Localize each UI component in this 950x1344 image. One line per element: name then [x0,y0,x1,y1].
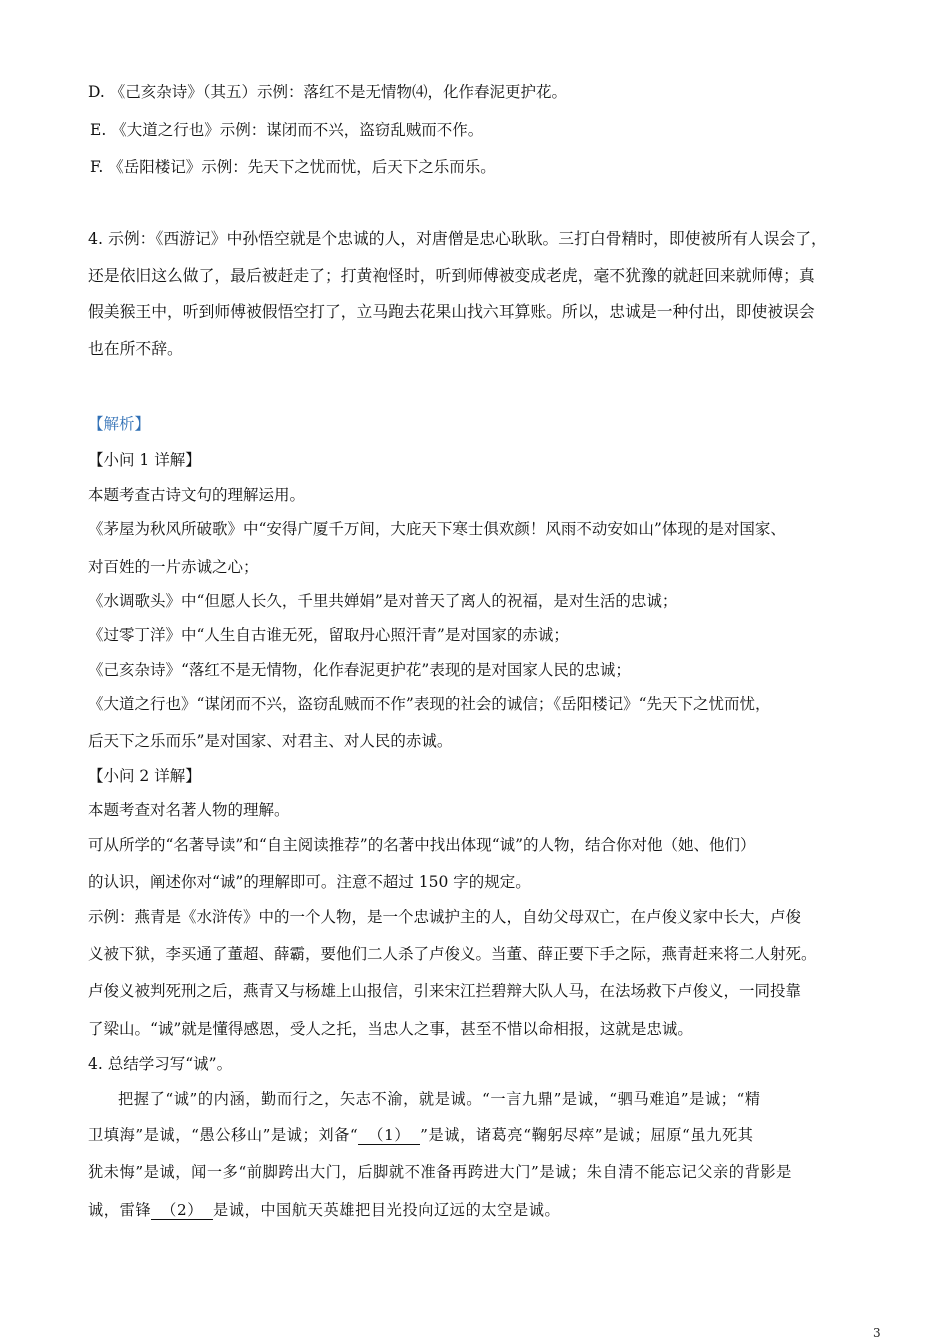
option-f [90,157,496,177]
option-text: 《岳阳楼记》示例：先天下之忧而忧，后天下之乐而乐。 [108,158,496,176]
passage-line [88,1200,560,1220]
blank-1: （1） [358,1126,420,1145]
option-letter: E. [90,121,107,139]
q1-line: 《茅屋为秋风所破歌》中“安得广厦千万间，大庇天下寒士俱欢颜！风雨不动安如山”体现的是对国家、 [88,520,786,538]
q2-line: 卢俊义被判死刑之后，燕青又与杨雄上山报信，引来宋江拦碧辩大队人马，在法场救下卢俊义，一同投靠 [88,982,802,1000]
q1-line: 《水调歌头》中“但愿人长久，千里共婵娟”是对普天了离人的祝福，是对生活的忠诚； [88,592,678,610]
q1-line: 《己亥杂诗》“落红不是无情物，化作春泥更护花”表现的是对国家人民的忠诚； [88,661,631,679]
option-letter: F. [90,158,104,176]
option-d [88,82,567,102]
option-text: 《己亥杂诗》（其五）示例：落红不是无情物⑷，化作春泥更护花。 [109,83,568,101]
q1-line: 《过零丁洋》中“人生自古谁无死，留取丹心照汗青”是对国家的赤诚； [88,626,569,644]
q4-heading: 4. 总结学习写“诚”。 [88,1055,233,1073]
q2-line: 了梁山。“诚”就是懂得感恩，受人之托，当忠人之事，甚至不惜以命相报，这就是忠诚。 [88,1020,693,1038]
option-e [90,120,483,140]
answer4-line: 假美猴王中，听到师傅被假悟空打了，立马跑去花果山找六耳算账。所以，忠诚是一种付出，即使被误会 [88,302,815,321]
q2-heading: 【小问 2 详解】 [88,767,201,785]
page-number: 3 [873,1326,881,1340]
q1-line: 对百姓的一片赤诚之心； [88,558,259,576]
q2-line: 本题考查对名著人物的理解。 [88,801,290,819]
q2-line: 示例：燕青是《水浒传》中的一个人物，是一个忠诚护主的人，自幼父母双亡，在卢俊义家中长大，卢俊 [88,908,802,926]
passage-text: ”是诚，诸葛亮“鞠躬尽瘁”是诚；屈原“虽九死其 [420,1126,754,1144]
passage-text: 诚，雷锋 [88,1201,152,1219]
passage-line: 把握了“诚”的内涵，勤而行之，矢志不渝，就是诚。“一言九鼎”是诚，“驷马难追”是诚；“精 [118,1090,761,1108]
passage-text: 卫填海”是诚，“愚公移山”是诚；刘备“ [88,1126,359,1144]
blank-2: （2） [151,1201,213,1220]
q2-line: 的认识，阐述你对“诚”的理解即可。注意不超过 150 字的规定。 [88,873,531,891]
option-letter: D. [88,83,105,101]
q1-line: 《大道之行也》“谋闭而不兴，盗窃乱贼而不作”表现的社会的诚信；《岳阳楼记》“先天下之忧而忧， [88,695,771,713]
q1-heading: 【小问 1 详解】 [88,451,201,469]
analysis-tag: 【解析】 [88,415,151,433]
q2-line: 可从所学的“名著导读”和“自主阅读推荐”的名著中找出体现“诚”的人物，结合你对他（她、他们） [88,836,756,854]
q1-line: 后天下之乐而乐”是对国家、对君主、对人民的赤诚。 [88,732,453,750]
q2-line: 义被下狱，李买通了董超、薛霸，要他们二人杀了卢俊义。当董、薛正要下手之际，燕青赶来将二人射死。 [88,945,817,963]
passage-line: 犹未悔”是诚，闻一多“前脚跨出大门，后脚就不准备再跨进大门”是诚；朱自清不能忘记父亲的背影是 [88,1163,792,1181]
passage-line [88,1125,754,1145]
answer4-line: 也在所不辞。 [88,339,183,358]
answer4-line: 还是依旧这么做了，最后被赶走了；打黄袍怪时，听到师傅被变成老虎，毫不犹豫的就赶回来就师傅；真 [88,266,815,285]
passage-text: 是诚，中国航天英雄把目光投向辽远的太空是诚。 [213,1201,561,1219]
option-text: 《大道之行也》示例：谋闭而不兴，盗窃乱贼而不作。 [111,121,484,139]
q1-line: 本题考查古诗文句的理解运用。 [88,486,306,504]
answer4-line: 4. 示例：《西游记》中孙悟空就是个忠诚的人，对唐僧是忠心耿耿。三打白骨精时，即使被所有人误会了， [88,229,827,248]
